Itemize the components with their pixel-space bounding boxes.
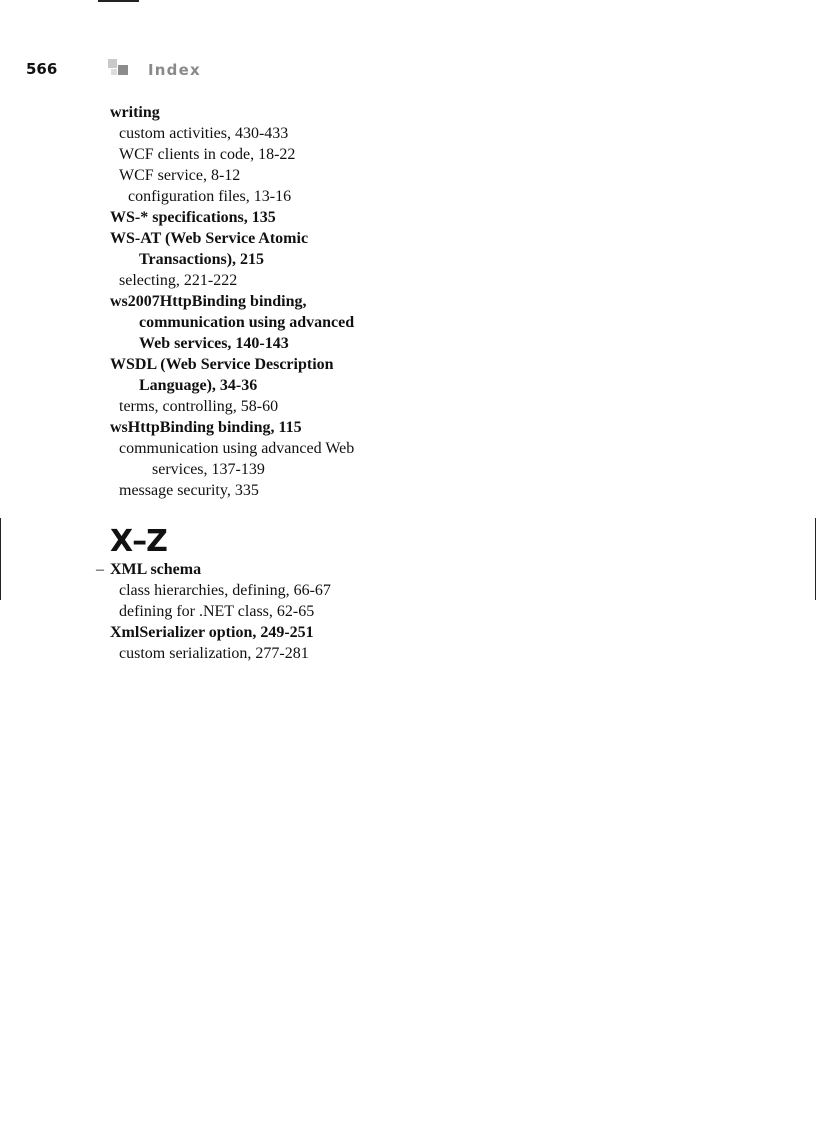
index-entry: XmlSerializer option, 249-251 (110, 624, 314, 641)
index-entry: WS-AT (Web Service Atomic (110, 230, 309, 247)
index-entry: ws2007HttpBinding binding, (110, 293, 307, 310)
index-subentry: selecting, 221-222 (119, 272, 238, 289)
index-entry: wsHttpBinding binding, 115 (110, 419, 302, 436)
page-number: 566 (26, 60, 58, 78)
index-subentry: communication using advanced Web (119, 440, 355, 457)
index-entries (96, 102, 530, 664)
index-subentry: terms, controlling, 58-60 (119, 398, 279, 415)
index-entry: writing (110, 104, 160, 121)
section-spacer (110, 501, 530, 525)
decorative-squares-icon (108, 59, 130, 79)
index-subentry: WCF service, 8-12 (119, 167, 241, 184)
index-entry (96, 559, 530, 580)
index-subentry: message security, 335 (119, 482, 259, 499)
index-entry-continued: Transactions), 215 (139, 251, 265, 268)
index-entry-continued: Language), 34-36 (139, 377, 258, 394)
index-subsubentry: configuration files, 13-16 (128, 188, 292, 205)
index-entry: WS-* specifications, 135 (110, 209, 276, 226)
crop-mark-left (0, 518, 1, 600)
margin-dash-mark: – (96, 561, 104, 578)
index-subentry: custom serialization, 277-281 (119, 645, 309, 662)
index-subentry: defining for .NET class, 62-65 (119, 603, 315, 620)
index-entry-continued: communication using advanced (139, 314, 355, 331)
index-subentry: custom activities, 430-433 (119, 125, 289, 142)
index-entry-text: XML schema (110, 561, 202, 578)
index-subentry-continued: services, 137-139 (152, 461, 265, 478)
index-entry: WSDL (Web Service Description (110, 356, 334, 373)
index-entry-continued: Web services, 140-143 (139, 335, 289, 352)
index-subentry: WCF clients in code, 18-22 (119, 146, 296, 163)
index-subentry: class hierarchies, defining, 66-67 (119, 582, 331, 599)
top-rule (98, 0, 139, 2)
running-head: Index (148, 61, 201, 79)
section-heading: X–Z (110, 524, 167, 559)
page-header (26, 59, 426, 83)
